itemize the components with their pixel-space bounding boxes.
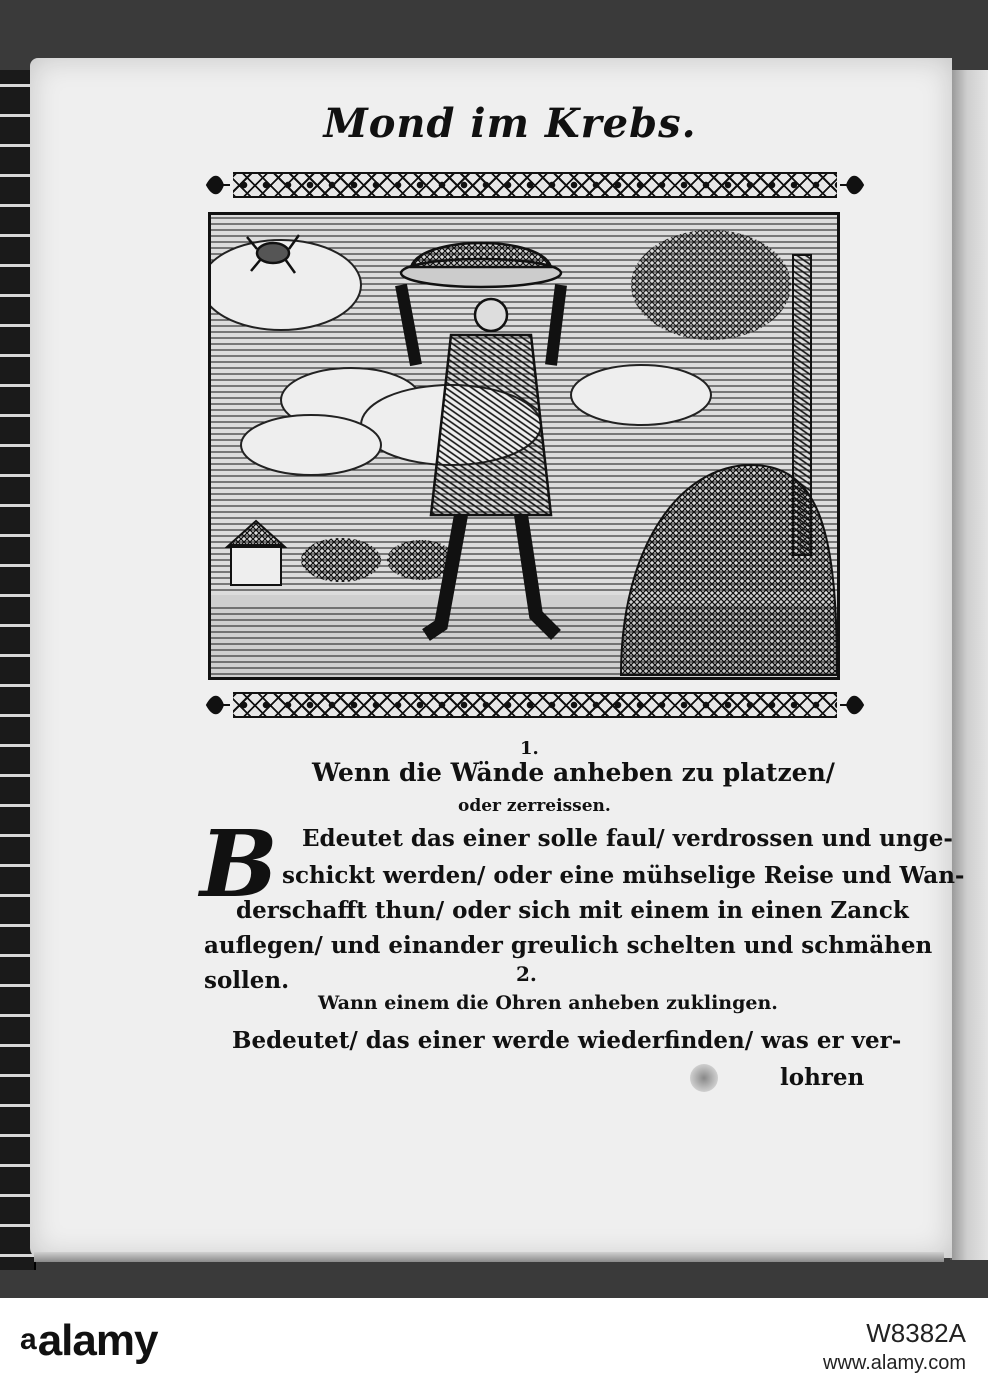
stock-logo — [20, 1316, 157, 1366]
fleuron-icon — [205, 172, 231, 198]
section-number: 1. — [520, 738, 539, 759]
stock-url: www.alamy.com — [823, 1352, 966, 1374]
catchword: lohren — [780, 1064, 865, 1091]
page-bottom-edge — [34, 1252, 944, 1262]
body-line: Bedeutet/ das einer werde wiederfinden/ was er ver- — [232, 1027, 902, 1054]
logo-mark-icon: a — [20, 1323, 36, 1356]
woodcut-engraving — [208, 212, 840, 680]
body-line: sollen. — [204, 967, 290, 994]
body-line: auflegen/ und einander greulich schelten und schmähen — [204, 932, 933, 959]
next-page-edge — [950, 70, 988, 1260]
body-line: derschafft thun/ oder sich mit einem in einen Zanck — [236, 897, 909, 924]
fleuron-icon — [839, 692, 865, 718]
section-heading-line1: Wenn die Wände anheben zu platzen/ — [312, 758, 835, 787]
running-head: Mond im Krebs. — [323, 100, 697, 147]
ink-stain — [690, 1064, 718, 1092]
section-heading-line2: oder zerreissen. — [458, 796, 611, 816]
body-line: Edeutet das einer solle faul/ verdrossen und unge- — [302, 825, 953, 852]
logo-text: alamy — [37, 1316, 158, 1365]
drop-cap: B — [200, 810, 278, 918]
fleuron-icon — [205, 692, 231, 718]
ornament-band — [233, 172, 837, 198]
ornament-band — [233, 692, 837, 718]
ornament-band-top — [205, 170, 865, 200]
section-heading: Wann einem die Ohren anheben zuklingen. — [318, 992, 778, 1014]
section-number: 2. — [516, 962, 537, 986]
body-line: schickt werden/ oder eine mühselige Reise und Wan- — [282, 862, 965, 889]
fleuron-icon — [839, 172, 865, 198]
ornament-band-bottom — [205, 690, 865, 720]
stock-image-id: W8382A — [866, 1318, 966, 1348]
